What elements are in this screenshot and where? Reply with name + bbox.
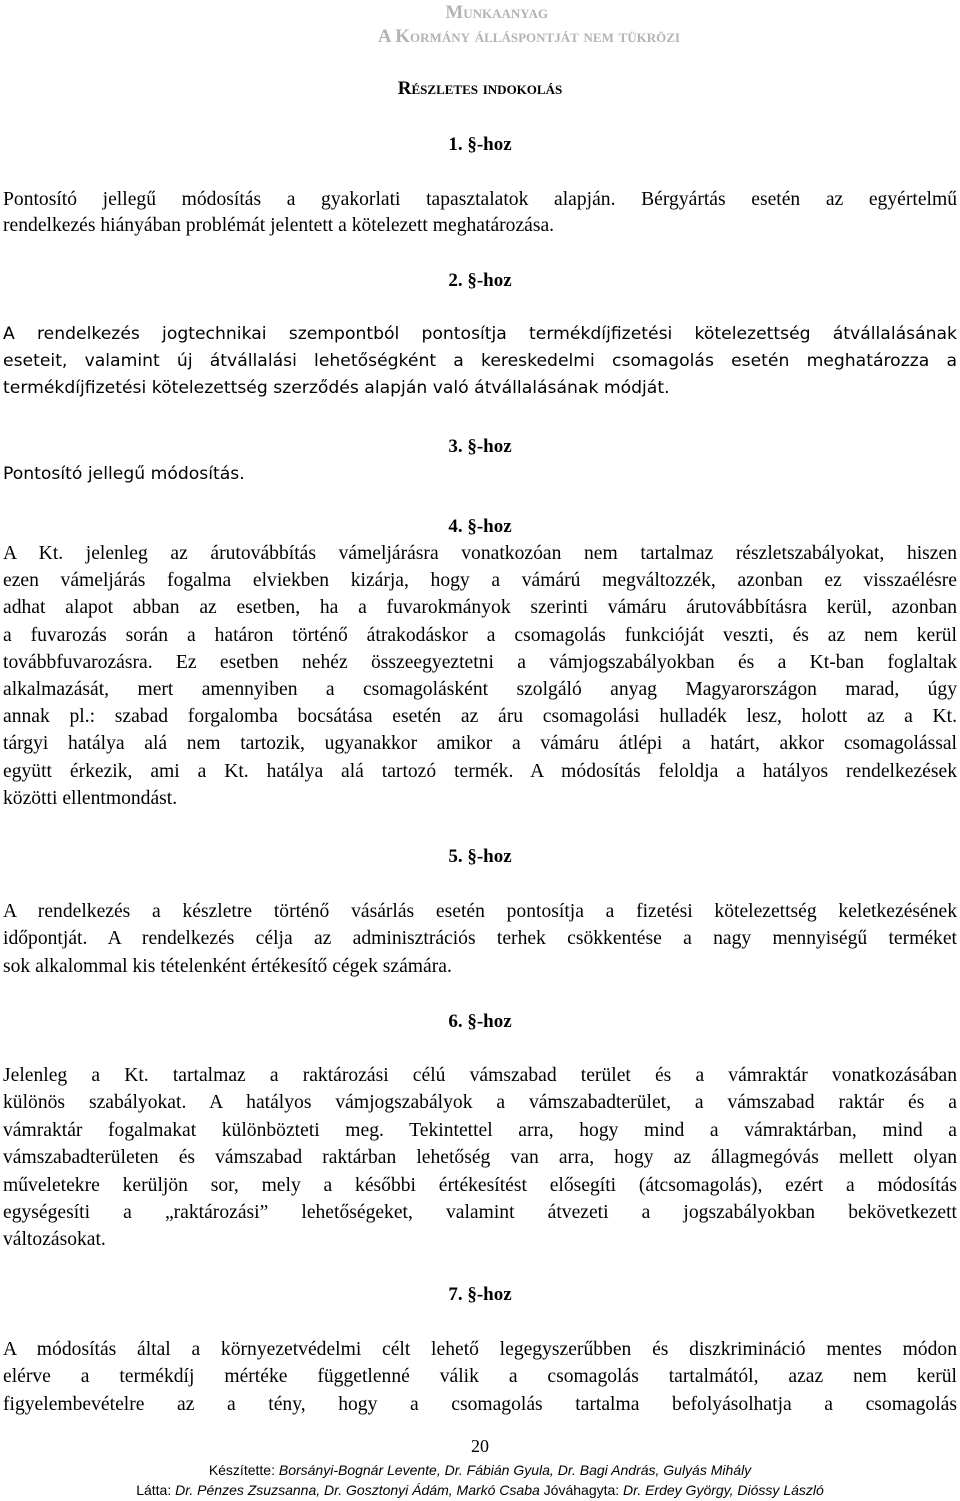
footer-approvers: Dr. Erdey György, Dióssy László <box>619 1482 824 1498</box>
footer-label: Jóváhagyta: <box>543 1482 620 1498</box>
text-line: Pontosító jellegű módosítás a gyakorlati tapasztalatok alapján. Bérgyártás esetén az egyértelmű <box>3 189 957 210</box>
text-line: közötti ellentmondást. <box>3 787 178 809</box>
text-line: műveletekre kerüljön sor, mely a későbbi értékesítést elősegíti (átcsomagolás), ezért a módosítás <box>3 1174 957 1196</box>
text-line: időpontját. A rendelkezés célja az adminisztrációs terhek csökkentése a nagy mennyiségű terméket <box>3 928 957 950</box>
text-line: ezen vámeljárás fogalma elviekben kizárja, hogy a vámárú megváltozzék, azonban ez visszaélésre <box>3 570 957 592</box>
watermark-line2: A Kormány álláspontját nem tükrözi <box>377 26 680 47</box>
text-line: figyelembevételre az a tény, hogy a csomagolás tartalma befolyásolhatja a csomagolás <box>3 1393 957 1415</box>
footer-prepared-by <box>0 1460 960 1480</box>
watermark-line1: Munkaanyag <box>445 2 548 23</box>
section-title-2: 2. §-hoz <box>448 270 512 291</box>
section-body-6 <box>3 1062 957 1254</box>
section-title-6: 6. §-hoz <box>448 1011 512 1032</box>
text-line: vámraktár fogalmakat különbözteti meg. Tekintettel arra, hogy mind a vámraktárban, mind a <box>3 1119 957 1141</box>
section-body-5 <box>3 898 957 980</box>
text-line: adhat alapot abban az esetben, ha a fuvarokmányok szerinti vámáru árutovábbításra kerül, azonban <box>3 597 957 619</box>
text-line: A módosítás által a környezetvédelmi célt lehető legegyszerűbben és diszkrimináció mentes módon <box>3 1339 957 1360</box>
section-title-4: 4. §-hoz <box>448 516 512 537</box>
footer-authors: Borsányi-Bognár Levente, Dr. Fábián Gyula, Dr. Bagi András, Gulyás Mihály <box>274 1462 752 1478</box>
text-line: annak pl.: szabad forgalomba bocsátása esetén az áru csomagolási hulladék lesz, holott az a Kt. <box>3 706 957 728</box>
text-line: a fuvarozás során a határon történő átrakodáskor a csomagolás funkcióját veszti, és az nem kerül <box>3 624 957 646</box>
text-line: különös szabályokat. A hatályos vámjogszabályok a vámszabadterület, a vámszabad raktár és a <box>3 1092 957 1114</box>
section-body-2 <box>3 321 957 401</box>
section-title-5: 5. §-hoz <box>448 846 512 867</box>
text-line: rendelkezés hiányában problémát jelentett a kötelezett meghatározása. <box>3 215 555 237</box>
footer-reviewed-approved <box>0 1480 960 1500</box>
section-title-3: 3. §-hoz <box>448 436 512 457</box>
text-line: A rendelkezés jogtechnikai szempontból pontosítja termékdíjfizetési kötelezettség átvállalásának <box>3 324 957 344</box>
page-number: 20 <box>471 1436 489 1456</box>
footer-reviewers: Dr. Pénzes Zsuzsanna, Dr. Gosztonyi Ádám, Markó Csaba <box>171 1482 544 1498</box>
text-line: Pontosító jellegű módosítás. <box>3 464 245 484</box>
section-body-4 <box>3 540 957 812</box>
text-line: tárgyi hatálya alá nem tartozik, ugyanakkor amikor a vámáru átlépi a határt, akkor csomagolással <box>3 733 957 755</box>
text-line: vámszabadterületen és vámszabad raktárban lehetőség van arra, hogy az állagmegóvás mellett olyan <box>3 1147 957 1169</box>
section-title-7: 7. §-hoz <box>448 1284 512 1305</box>
section-body-7 <box>3 1336 957 1418</box>
section-title-1: 1. §-hoz <box>448 134 512 155</box>
text-line: együtt érkezik, ami a Kt. hatálya alá tartozó termék. A módosítás feloldja a hatályos rendelkezések <box>3 760 957 782</box>
text-line: alkalmazását, mert amennyiben a csomagolásként szolgáló anyag Magyarországon marad, úgy <box>3 679 957 701</box>
text-line: A Kt. jelenleg az árutovábbítás vámeljárásra vonatkozóan nem tartalmaz részletszabályokat, hiszen <box>3 543 957 564</box>
section-body-3 <box>3 461 957 487</box>
text-line: egységesíti a „raktározási” lehetőségeket, valamint átvezeti a jogszabályokban bekövetkezett <box>3 1202 957 1224</box>
page-heading: Részletes indokolás <box>397 78 563 99</box>
section-body-1 <box>3 187 957 239</box>
text-line: termékdíjfizetési kötelezettség szerződés alapján való átvállalásának módját. <box>3 377 670 398</box>
text-line: Jelenleg a Kt. tartalmaz a raktározási célú vámszabad terület és a vámraktár vonatkozásában <box>3 1065 957 1086</box>
text-line: eseteit, valamint új átvállalási lehetőségként a kereskedelmi csomagolás esetén meghatározza a <box>3 350 957 371</box>
text-line: elérve a termékdíj mértéke függetlenné válik a csomagolás tartalmától, azaz nem kerül <box>3 1366 957 1388</box>
text-line: A rendelkezés a készletre történő vásárlás esetén pontosítja a fizetési kötelezettség keletkezésének <box>3 901 957 922</box>
text-line: sok alkalommal kis tételenként értékesítő cégek számára. <box>3 955 452 977</box>
text-line: továbbfuvarozásra. Ez esetben nehéz összeegyeztetni a vámjogszabályokban és a Kt-ban foglaltak <box>3 651 957 673</box>
footer-label: Látta: <box>136 1482 172 1498</box>
text-line: változásokat. <box>3 1229 106 1251</box>
footer-label: Készítette: <box>208 1462 275 1478</box>
